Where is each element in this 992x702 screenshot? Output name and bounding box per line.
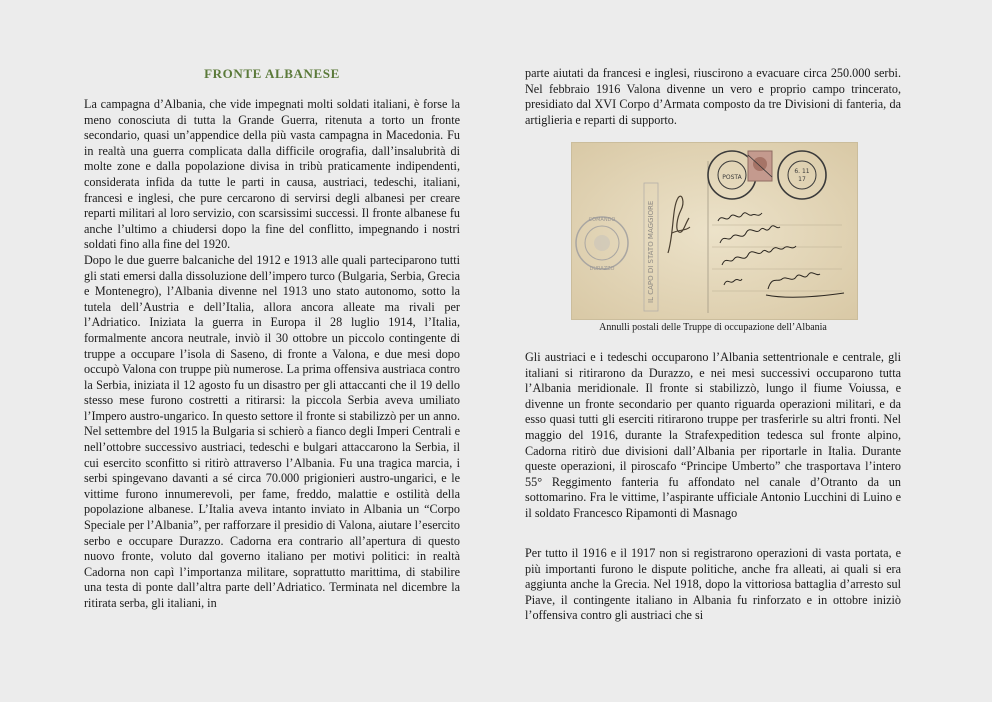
left-paragraph-2: Dopo le due guerre balcaniche del 1912 e 1913 alle quali parteciparono tutti gli stati emersi dalla dissoluzione dell’impero turco (Bulgaria, Serbia, Grecia e Montenegro), l’Albania divenne nel 1913 uno stato autonomo, sotto la tutela dell’Austria e dell’Italia, allora ancora alleate ma rivali per l’Adriatico. Iniziata la guerra in Europa il 28 luglio 1914, l’Italia, formalmente ancora neutrale, inviò il 30 ottobre un piccolo contingente di truppe a occupare l’isola di Saseno, di fronte a Valona, e due mesi dopo occupò Valona con truppe più numerose. La prima offensiva austriaca contro la Serbia, iniziata il 12 agosto fu un disastro per gli attaccanti che il 19 dello stesso mese furono costretti a ritirarsi: la piccola Serbia aveva umiliato l’Impero austro-ungarico. In questo settore il fronte si stabilizzò per un anno. Nel settembre del 1915 la Bulgaria si schierò a fianco degli Imperi Centrali e nell’ottobre successivo austriaci, tedeschi e bulgari attaccarono la Serbia, il cui esercito sconfitto si ritirò attraverso l’Albania. Fu una tragica marcia, i serbi spingevano davanti a sé circa 70.000 prigionieri austro-ungarici, e le vittime furono innumerevoli, per fame, freddo, malattie e ostilità della popolazione albanese. L’Italia aveva intanto inviato in Albania un “Corpo Speciale per l’Albania”, per rafforzare il presidio di Valona, aiutare l’esercito serbo e occupare Durazzo. Cadorna era contrario all’apertura di questo nuovo fronte, voluto dal governo italiano per motivi politici: in realtà Cadorna non capì l’importanza militare, soprattutto marittima, di stabilire una testa di ponte dall’altra parte dell’Adriatico. Terminata nel dicembre la ritirata serba, gli italiani, in xyxy=(84,252,460,610)
postcard-image xyxy=(571,142,858,320)
figure-caption: Annulli postali delle Truppe di occupazione dell’Albania xyxy=(599,322,827,333)
right-paragraph-2: Gli austriaci e i tedeschi occuparono l’Albania settentrionale e centrale, gli italiani si ritirarono da Durazzo, e nei mesi successivi occuparono tutta l’Albania meridionale. Il fronte si stabilizzò, lungo il fiume Voiussa, e divenne un fronte secondario per quanto riguarda operazioni militari, e da esso quasi tutti gli eserciti ritirarono truppe per trasferirle su altri fronti. Nel maggio del 1916, durante la Strafexpedition tedesca sul fronte alpino, Cadorna ritirò due divisioni dall’Albania per riportarle in Italia. Durante queste operazioni, il piroscafo “Principe Umberto” che trasportava l’intero 55° Reggimento fanteria fu affondato nel canale d’Otranto da un sottomarino. Fra le vittime, l’aspirante ufficiale Antonio Lucchini di Luino e il soldato Francesco Ripamonti di Masnago xyxy=(525,350,901,520)
svg-text:6. 11: 6. 11 xyxy=(794,168,810,175)
left-paragraph-1: La campagna d’Albania, che vide impegnati molti soldati italiani, è forse la meno conosciuta di tutta la Grande Guerra, ritenuta a torto un fronte secondario, quasi un’appendice della più vasta campagna in Macedonia. Fu in realtà una guerra complicata dalla difficile orografia, dall’insalubrità di molte zone e dalla popolazione divisa in tribù praticamente indipendenti, considerata infida da tutte le parti in causa, austriaci, tedeschi, italiani, francesi e inglesi, che pure cercarono di servirsi degli albanesi per creare reparti militari al loro servizio, con scarsissimi successi. Il fronte albanese fu anche l’ultimo a chiudersi dopo la fine del conflitto, impegnando i nostri soldati fino alla fine del 1920. xyxy=(84,97,460,252)
svg-text:COMANDO: COMANDO xyxy=(588,217,616,223)
svg-text:IL CAPO DI STATO MAGGIORE: IL CAPO DI STATO MAGGIORE xyxy=(647,200,655,303)
svg-text:DURAZZO: DURAZZO xyxy=(589,266,615,272)
svg-text:17: 17 xyxy=(798,176,806,183)
right-paragraph-1: parte aiutati da francesi e inglesi, riuscirono a evacuare circa 250.000 serbi. Nel febbraio 1916 Valona divenne un vero e proprio campo trincerato, presidiato dal XVI Corpo d’Armata composto da tre Divisioni di fanteria, da artiglieria e reparti di supporto. xyxy=(525,66,901,127)
page-title: FRONTE ALBANESE xyxy=(204,66,340,81)
postage-stamp-icon xyxy=(748,151,772,181)
svg-text:POSTA: POSTA xyxy=(722,174,742,181)
right-paragraph-3: Per tutto il 1916 e il 1917 non si registrarono operazioni di vasta portata, e più importanti furono le dispute politiche, anche fra alleati, ai quali si era aggiunta anche la Grecia. Nel 1918, dopo la vittoriosa battaglia d’arresto sul Piave, il contingente italiano in Albania fu rinforzato e in ottobre iniziò l’offensiva contro gli austriaci che si xyxy=(525,546,901,623)
